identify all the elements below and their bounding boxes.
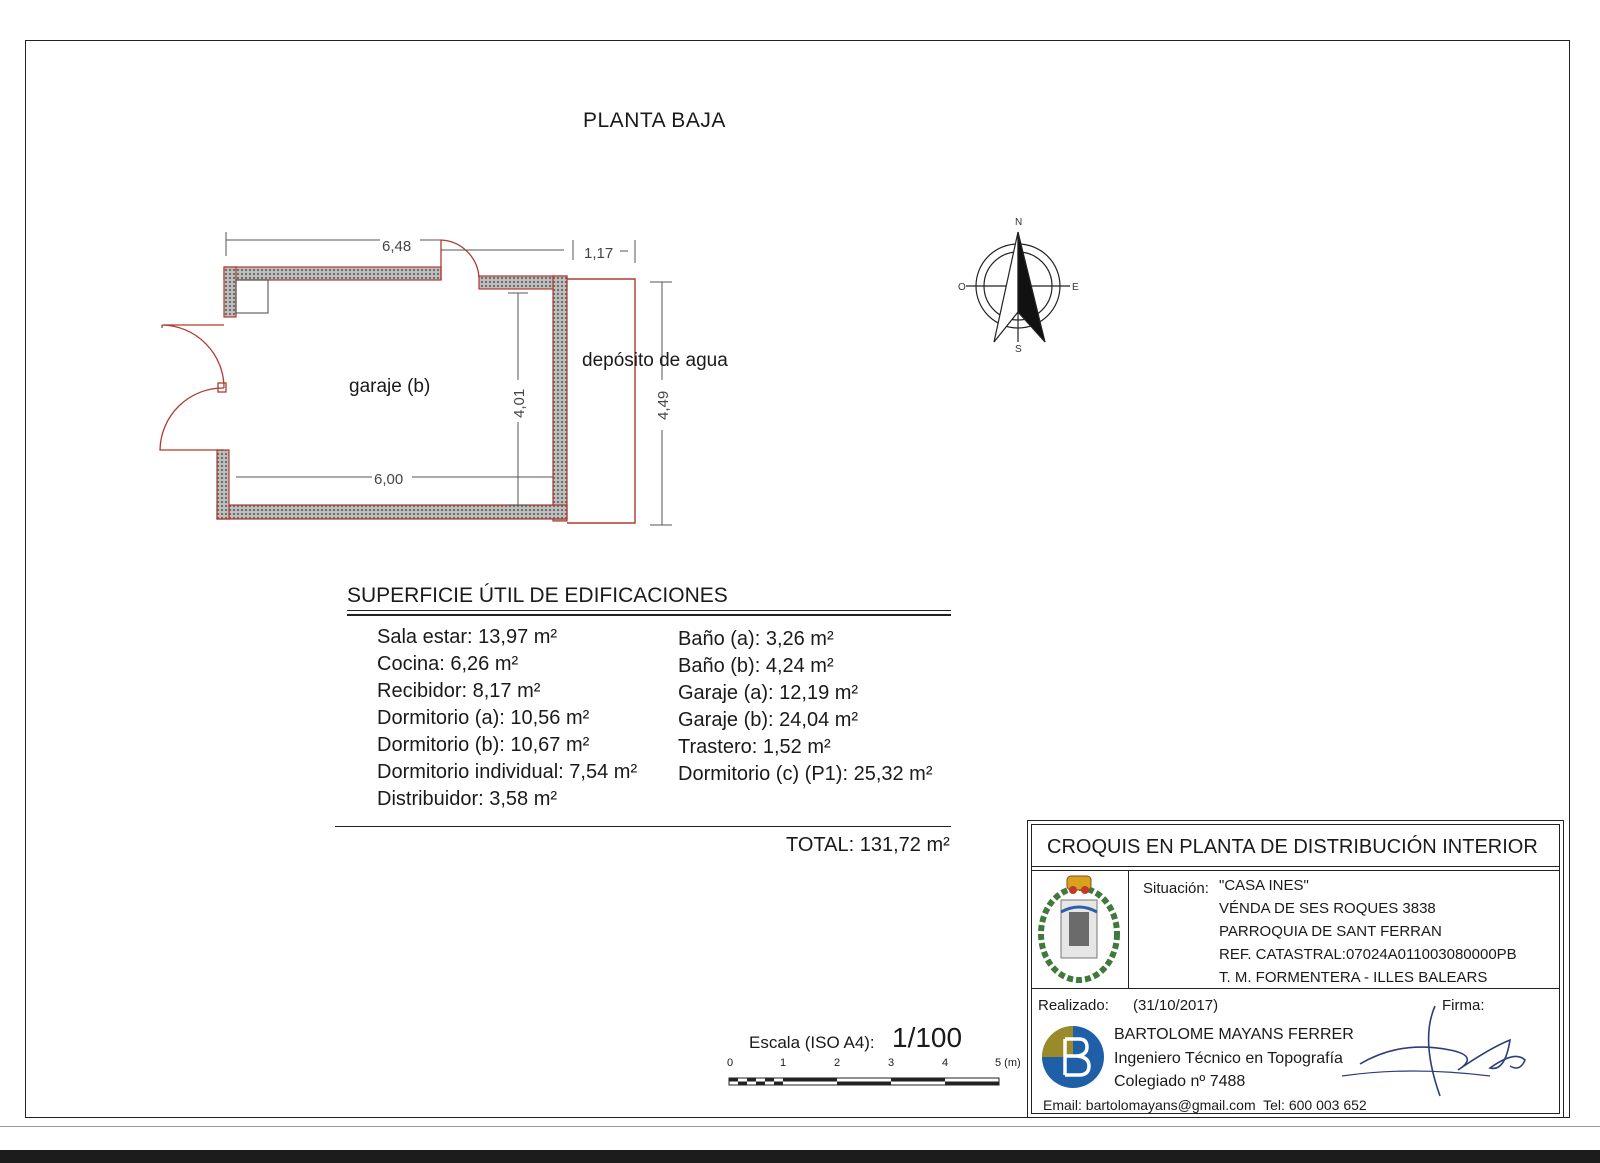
contact-info: Email: bartolomayans@gmail.com Tel: 600 003 652 xyxy=(1043,1097,1367,1113)
address-line: REF. CATASTRAL:07024A011003080000PB xyxy=(1219,946,1517,963)
title-block-divider xyxy=(1031,870,1560,871)
area-item: Garaje (a): 12,19 m² xyxy=(678,682,859,704)
compass-south: S xyxy=(1015,344,1022,355)
compass-north: N xyxy=(1015,217,1023,228)
area-item: Sala estar: 13,97 m² xyxy=(377,626,558,648)
area-item: Baño (b): 4,24 m² xyxy=(678,655,834,677)
areas-right-column xyxy=(678,626,933,788)
area-item: Baño (a): 3,26 m² xyxy=(678,628,834,650)
room-label-tank: depósito de agua xyxy=(582,350,728,371)
plan-title: PLANTA BAJA xyxy=(583,109,726,132)
scale-tick-1: 1 xyxy=(780,1057,787,1069)
title-block-divider xyxy=(1031,866,1560,867)
areas-title-rule xyxy=(347,610,951,611)
dim-label-room-depth: 4,01 xyxy=(511,388,528,418)
author-name: BARTOLOME MAYANS FERRER xyxy=(1114,1026,1354,1043)
compass-west: O xyxy=(958,282,966,293)
realizado-date: (31/10/2017) xyxy=(1133,997,1219,1014)
compass-east: E xyxy=(1072,282,1079,293)
situacion-label: Situación: xyxy=(1143,880,1209,897)
address-line: T. M. FORMENTERA - ILLES BALEARS xyxy=(1219,969,1488,986)
areas-title-rule-thick xyxy=(347,614,951,616)
areas-total: TOTAL: 131,72 m² xyxy=(786,834,950,856)
handwritten-signature-icon xyxy=(1340,1000,1540,1110)
title-block-title: CROQUIS EN PLANTA DE DISTRIBUCIÓN INTERIOR xyxy=(1047,836,1538,858)
area-item: Dormitorio (c) (P1): 25,32 m² xyxy=(678,763,933,785)
scale-label: Escala (ISO A4): xyxy=(749,1033,875,1052)
area-item: Dormitorio (b): 10,67 m² xyxy=(377,734,590,756)
areas-total-rule xyxy=(335,826,951,827)
scale-tick-3: 3 xyxy=(888,1057,895,1069)
areas-left-column xyxy=(377,624,637,813)
scale-tick-0: 0 xyxy=(727,1057,734,1069)
area-item: Trastero: 1,52 m² xyxy=(678,736,831,758)
author-title: Ingeniero Técnico en Topografía xyxy=(1114,1050,1343,1067)
scale-value: 1/100 xyxy=(892,1022,963,1053)
area-item: Dormitorio (a): 10,56 m² xyxy=(377,707,590,729)
dim-label-width-top: 6,48 xyxy=(382,238,412,255)
dim-label-width-bottom: 6,00 xyxy=(374,471,404,488)
dim-label-door: 1,17 xyxy=(584,245,614,262)
area-item: Garaje (b): 24,04 m² xyxy=(678,709,859,731)
address-line: PARROQUIA DE SANT FERRAN xyxy=(1219,923,1442,940)
title-block-divider xyxy=(1128,870,1129,988)
firma-label: Firma: xyxy=(1442,997,1485,1014)
scale-bar xyxy=(729,1078,999,1085)
area-item: Dormitorio individual: 7,54 m² xyxy=(377,761,638,783)
address-block xyxy=(1219,874,1517,989)
room-label-garaje: garaje (b) xyxy=(349,376,431,397)
address-line: "CASA INES" xyxy=(1219,877,1309,894)
area-item: Cocina: 6,26 m² xyxy=(377,653,519,675)
surveyor-logo-icon xyxy=(1041,1025,1105,1089)
scale-tick-5: 5 (m) xyxy=(995,1057,1021,1069)
water-tank-outline xyxy=(567,279,635,523)
dim-label-total-depth: 4,49 xyxy=(655,390,672,420)
realizado-label: Realizado: xyxy=(1038,997,1109,1014)
scale-tick-2: 2 xyxy=(834,1057,841,1069)
address-line: VÉNDA DE SES ROQUES 3838 xyxy=(1219,900,1436,917)
area-item: Recibidor: 8,17 m² xyxy=(377,680,541,702)
area-item: Distribuidor: 3,58 m² xyxy=(377,788,558,810)
author-registration: Colegiado nº 7488 xyxy=(1114,1073,1246,1090)
compass-rose-icon xyxy=(966,232,1070,342)
professional-college-crest-icon xyxy=(1033,872,1126,986)
scale-tick-4: 4 xyxy=(942,1057,949,1069)
areas-title: SUPERFICIE ÚTIL DE EDIFICACIONES xyxy=(347,584,728,607)
